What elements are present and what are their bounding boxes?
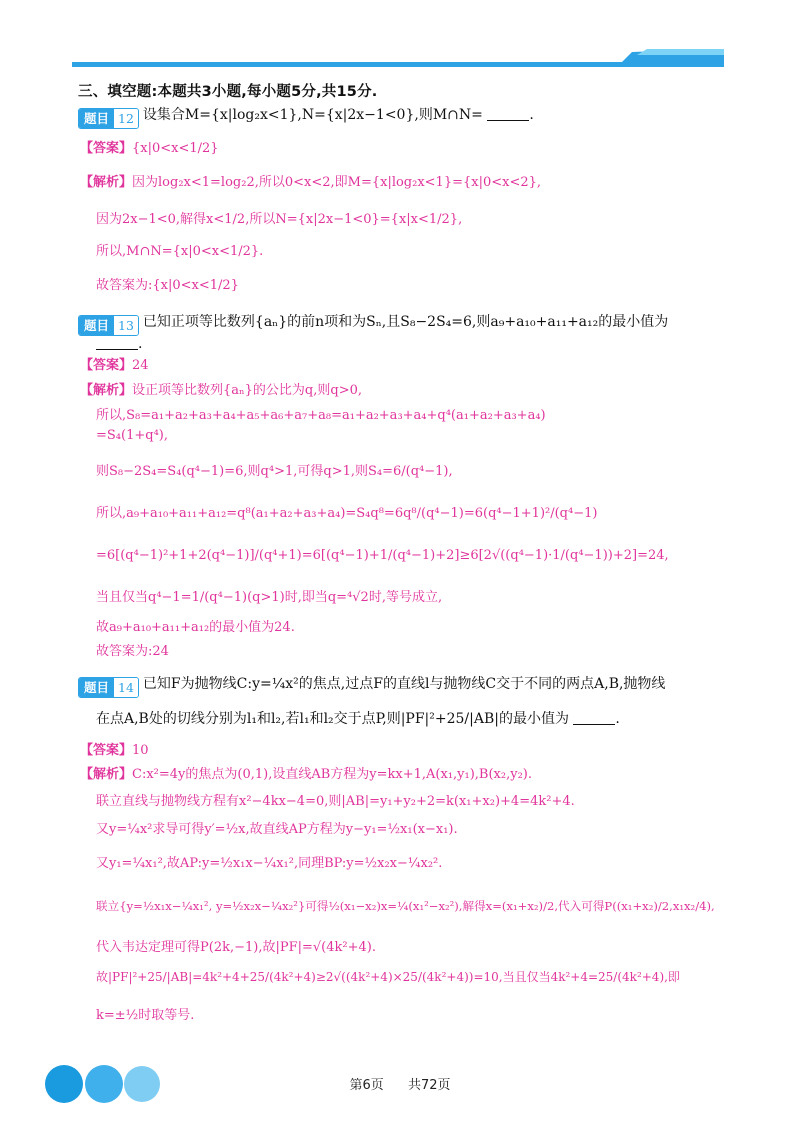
answer-blank [487,106,529,121]
question-14-answer: 【答案】10 [80,743,149,758]
section-title: 三、填空题:本题共3小题,每小题5分,共15分. [78,84,378,100]
question-14-stem [78,673,665,698]
question-text: 已知正项等比数列{aₙ}的前n项和为Sₙ,且S₈−2S₄=6,则a₉+a₁₀+a₁₁+a₁₂的最小值为 [142,314,669,330]
question-13-analysis-line-8: 故a₉+a₁₀+a₁₁+a₁₂的最小值为24. [96,620,295,635]
question-13-analysis-line-9: 故答案为:24 [96,644,169,659]
question-12-analysis-line-4: 故答案为:{x|0<x<1/2} [96,278,239,293]
question-14-analysis-line-5: 联立{y=½x₁x−¼x₁², y=½x₂x−¼x₂²}可得½(x₁−x₂)x=¼(x₁²−x₂²),解得x=(x₁+x₂)/2,代入可得P((x₁+x₂)/2,x₁x₂/4), [96,899,715,913]
question-12-answer: 【答案】{x|0<x<1/2} [80,141,219,156]
question-13-answer: 【答案】24 [80,358,149,373]
question-13-analysis-line-3: =S₄(1+q⁴), [96,428,168,443]
question-tag: 题目 14 [78,677,139,698]
answer-blank [96,335,138,350]
page-total: 共72页 [407,1078,451,1093]
question-12-stem: 题目 12 设集合M={x|log₂x<1},N={x|2x−1<0},则M∩N= . [78,104,534,129]
question-14-analysis-line-6: 代入韦达定理可得P(2k,−1),故|PF|=√(4k²+4). [96,940,376,955]
answer-blank [573,710,615,725]
question-tag: 题目 13 [78,315,139,336]
page-number: 第6页 [349,1078,384,1093]
question-14-analysis-line-3: 又y=¼x²求导可得y′=½x,故直线AP方程为y−y₁=½x₁(x−x₁). [96,822,458,837]
question-14-analysis-line-7: 故|PF|²+25/|AB|=4k²+4+25/(4k²+4)≥2√((4k²+4)×25/(4k²+4))=10,当且仅当4k²+4=25/(4k²+4),即 [96,970,680,984]
question-tag: 题目 12 [78,108,139,129]
question-14-analysis-line-2: 联立直线与抛物线方程有x²−4kx−4=0,则|AB|=y₁+y₂+2=k(x₁+x₂)+4=4k²+4. [96,794,575,809]
question-13-analysis-line-2: 所以,S₈=a₁+a₂+a₃+a₄+a₅+a₆+a₇+a₈=a₁+a₂+a₃+a₄+q⁴(a₁+a₂+a₃+a₄) [96,408,546,423]
question-14-analysis-line-1: 【解析】C:x²=4y的焦点为(0,1),设直线AB方程为y=kx+1,A(x₁,y₁),B(x₂,y₂). [80,767,532,782]
question-14-analysis-line-4: 又y₁=¼x₁²,故AP:y=½x₁x−¼x₁²,同理BP:y=½x₂x−¼x₂². [96,856,443,871]
question-13-analysis-line-4: 则S₈−2S₄=S₄(q⁴−1)=6,则q⁴>1,可得q>1,则S₄=6/(q⁴−1), [96,464,453,479]
question-13-stem [78,311,668,336]
question-13-analysis-line-5: 所以,a₉+a₁₀+a₁₁+a₁₂=q⁸(a₁+a₂+a₃+a₄)=S₄q⁸=6q⁸/(q⁴−1)=6(q⁴−1+1)²/(q⁴−1) [96,506,598,521]
question-12-analysis-line-3: 所以,M∩N={x|0<x<1/2}. [96,244,264,259]
header-decoration-bar [72,49,724,67]
question-14-stem-line-2: 在点A,B处的切线分别为l₁和l₂,若l₁和l₂交于点P,则|PF|²+25/|AB|的最小值为 . [96,711,620,727]
question-13-analysis-line-1: 【解析】设正项等比数列{aₙ}的公比为q,则q>0, [80,383,363,398]
question-14-analysis-line-8: k=±½时取等号. [96,1008,195,1023]
question-12-analysis-line-1: 【解析】因为log₂x<1=log₂2,所以0<x<2,即M={x|log₂x<1}={x|0<x<2}, [80,175,542,190]
question-13-analysis-line-7: 当且仅当q⁴−1=1/(q⁴−1)(q>1)时,即当q=⁴√2时,等号成立, [96,590,443,605]
question-13-blank-line: . [96,333,142,355]
question-12-analysis-line-2: 因为2x−1<0,解得x<1/2,所以N={x|2x−1<0}={x|x<1/2}, [96,212,463,227]
question-text: 设集合M={x|log₂x<1},N={x|2x−1<0},则M∩N= [142,107,483,123]
page-footer [0,1074,800,1093]
question-13-analysis-line-6: =6[(q⁴−1)²+1+2(q⁴−1)]/(q⁴+1)=6[(q⁴−1)+1/(q⁴−1)+2]≥6[2√((q⁴−1)·1/(q⁴−1))+2]=24, [96,548,669,563]
question-text: 已知F为抛物线C:y=¼x²的焦点,过点F的直线l与抛物线C交于不同的两点A,B,抛物线 [142,676,666,692]
